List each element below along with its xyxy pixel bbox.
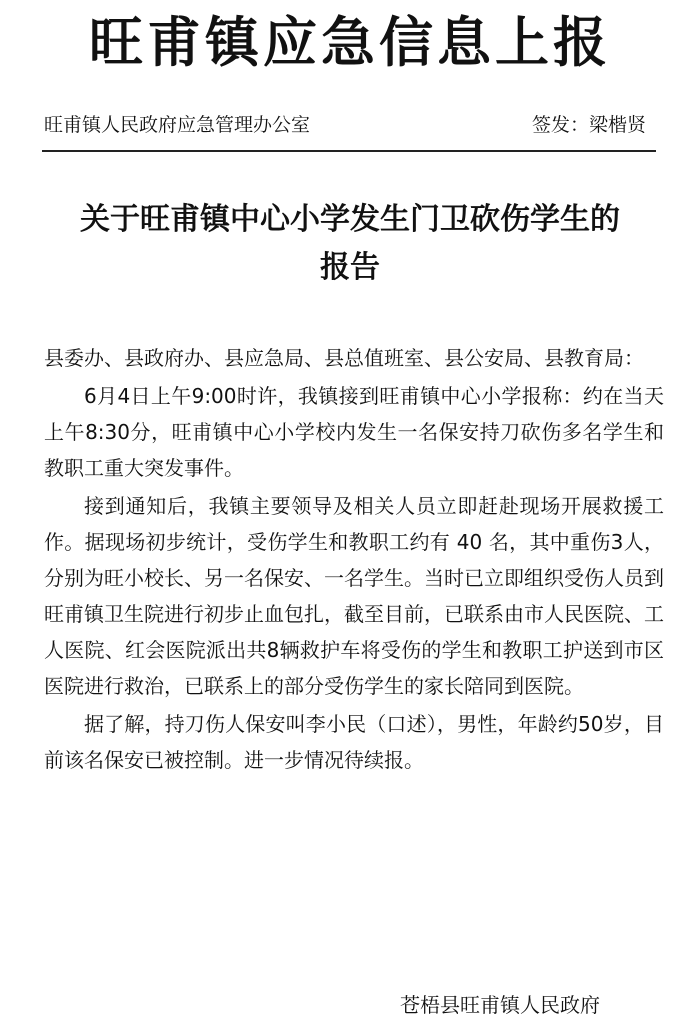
- report-title-line-1: 关于旺甫镇中心小学发生门卫砍伤学生的: [80, 202, 620, 237]
- signed-by: 签发：梁楷贤: [531, 114, 646, 136]
- report-body: [44, 340, 664, 780]
- signature: 苍梧县旺甫镇人民政府: [400, 993, 600, 1017]
- document-banner: 旺甫镇应急信息上报: [89, 10, 611, 74]
- paragraph-1: 6月4日上午9:00时许，我镇接到旺甫镇中心小学报称：约在当天上午8:30分，旺甫镇中心小学校内发生一名保安持刀砍伤多名学生和教职工重大突发事件。: [44, 384, 664, 480]
- header-divider: [42, 150, 656, 152]
- report-title-line-2: 报告: [320, 250, 380, 285]
- paragraph-3: 据了解，持刀伤人保安叫李小民（口述），男性，年龄约50岁，目前该名保安已被控制。进一步情况待续报。: [44, 712, 664, 772]
- recipients: 县委办、县政府办、县应急局、县总值班室、县公安局、县教育局：: [44, 346, 644, 370]
- issuing-office: 旺甫镇人民政府应急管理办公室: [44, 114, 311, 136]
- paragraph-2: 接到通知后，我镇主要领导及相关人员立即赶赴现场开展救援工作。据现场初步统计，受伤学生和教职工约有 40 名，其中重伤3人，分别为旺小校长、另一名保安、一名学生。当时已立即组织受伤人员到旺甫镇卫生院进行初步止血包扎，截至目前，已联系由市人民医院、工人医院、红会医院派出共8辆救护车将受伤的学生和教职工护送到市区医院进行救治，已联系上的部分受伤学生的家长陪同到医院。: [44, 494, 664, 698]
- report-title: [40, 196, 660, 292]
